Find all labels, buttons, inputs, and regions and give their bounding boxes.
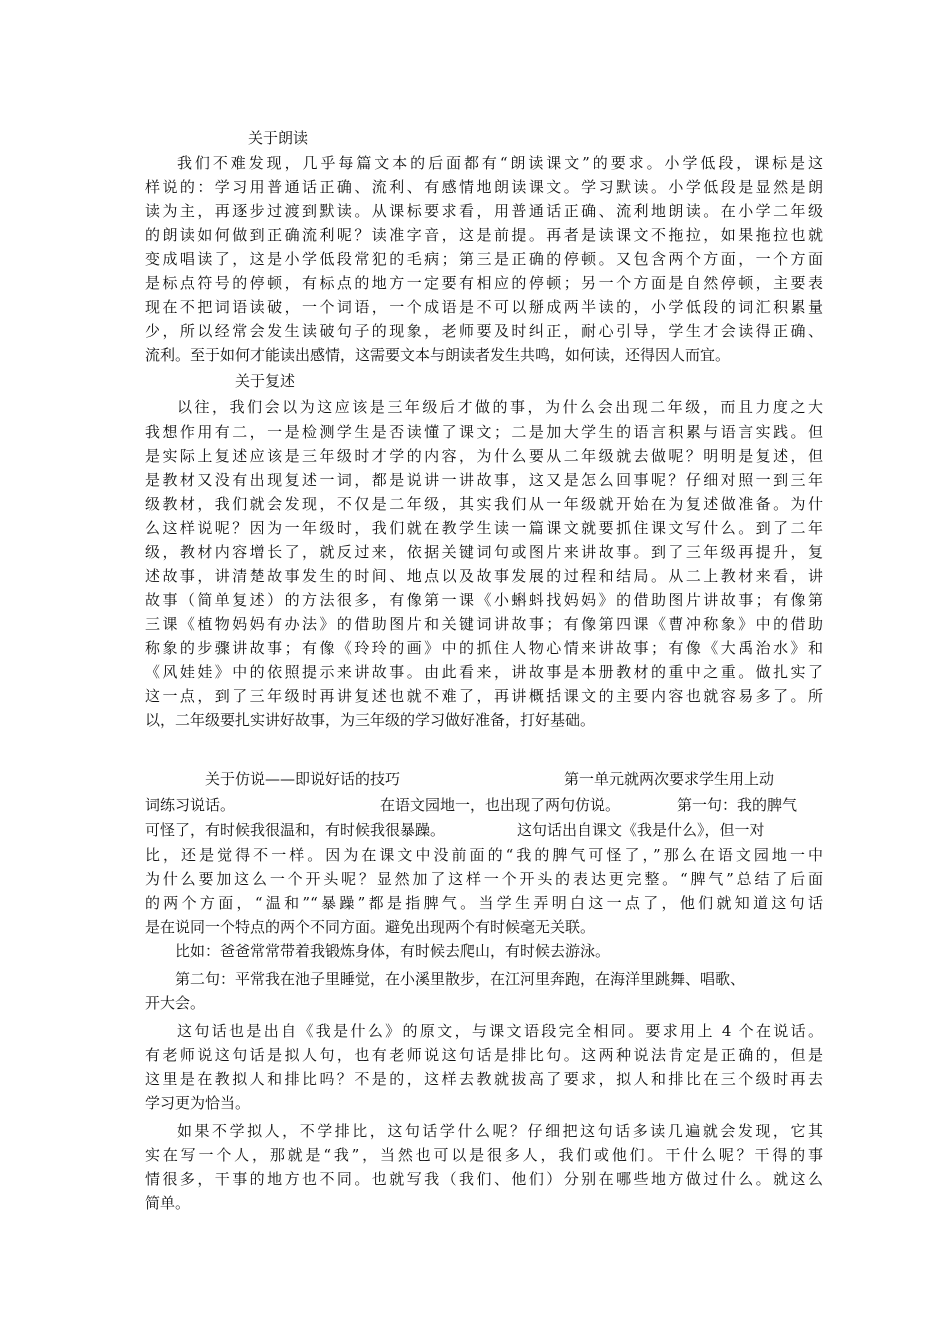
paragraph-line: 学习更为恰当。	[145, 1094, 251, 1112]
paragraph-line: 以，二年级要扎实讲好故事，为三年级的学习做好准备，打好基础。	[145, 711, 596, 729]
paragraph-line: 这里是在教拟人和排比吗？不是的，这样去教就拔高了要求，拟人和排比在三个级时再去	[145, 1070, 823, 1088]
paragraph-line: 故事（简单复述）的方法很多，有像第一课《小蝌蚪找妈妈》的借助图片讲故事；有像第	[145, 591, 823, 609]
paragraph-line: 比，还是觉得不一样。因为在课文中没前面的“我的脾气可怪了，”那么在语文园地一中	[145, 846, 823, 864]
paragraph-line: 我们不难发现，几乎每篇文本的后面都有“朗读课文”的要求。小学低段，课标是这	[177, 154, 823, 172]
paragraph-line: 开大会。	[145, 994, 206, 1012]
paragraph-line: 简单。	[145, 1194, 191, 1212]
paragraph-line: 是在说同一个特点的两个不同方面。避免出现两个有时候毫无关联。	[145, 918, 596, 936]
paragraph-line: 是教材又没有出现复述一词，都是说讲一讲故事，这又是怎么回事呢？仔细对照一到三年	[145, 471, 823, 489]
paragraph-line: 是实际上复述应该是三年级时才学的内容，为什么要从二年级就去做呢？明明是复述，但	[145, 447, 823, 465]
section-heading-retelling: 关于复述	[235, 372, 296, 390]
paragraph-line: 第二句：平常我在池子里睡觉，在小溪里散步，在江河里奔跑，在海洋里跳舞、唱歌、	[175, 970, 746, 988]
paragraph-line: 的朗读如何做到正确流利呢？读准字音，这是前提。再者是读课文不拖拉，如果拖拉也就	[145, 226, 823, 244]
paragraph-line: 词练习说话。	[145, 796, 236, 814]
paragraph-line: 的两个方面，“温和”“暴躁”都是指脾气。当学生弄明白这一点了，他们就知道这句话	[145, 894, 823, 912]
paragraph-line: 实在写一个人，那就是“我”，当然也可以是很多人，我们或他们。干什么呢？干得的事	[145, 1146, 823, 1164]
paragraph-line: 第一句：我的脾气	[677, 796, 798, 814]
paragraph-line: 这一点，到了三年级时再讲复述也就不难了，再讲概括课文的主要内容也就容易多了。所	[145, 687, 823, 705]
paragraph-line: 么这样说呢？因为一年级时，我们就在教学生读一篇课文就要抓住课文写什么。到了二年	[145, 519, 823, 537]
paragraph-line: 比如：爸爸常常带着我锻炼身体，有时候去爬山，有时候去游泳。	[175, 942, 611, 960]
paragraph-line: 称象的步骤讲故事；有像《玲玲的画》中的抓住人物心情来讲故事；有像《大禹治水》和	[145, 639, 823, 657]
paragraph-line: 现在不把词语读破，一个词语，一个成语是不可以掰成两半读的，小学低段的词汇积累量	[145, 298, 823, 316]
paragraph-line: 可怪了，有时候我很温和，有时候我很暴躁。	[145, 821, 446, 839]
paragraph-line: 以往，我们会以为这应该是三年级后才做的事，为什么会出现二年级，而且力度之大	[177, 398, 823, 416]
paragraph-line: 级，教材内容增长了，就反过来，依据关键词句或图片来讲故事。到了三年级再提升，复	[145, 543, 823, 561]
paragraph-line: 级教材，我们就会发现，不仅是二年级，其实我们从一年级就开始在为复述做准备。为什	[145, 495, 823, 513]
paragraph-line: 《风娃娃》中的依照提示来讲故事。由此看来，讲故事是本册教材的重中之重。做扎实了	[145, 663, 823, 681]
paragraph-line: 在语文园地一，也出现了两句仿说。	[380, 796, 621, 814]
paragraph-line: 为什么要加这么一个开头呢？显然加了这样一个开头的表达更完整。“脾气”总结了后面	[145, 870, 823, 888]
paragraph-line: 情很多，干事的地方也不同。也就写我（我们、他们）分别在哪些地方做过什么。就这么	[145, 1170, 823, 1188]
paragraph-line: 三课《植物妈妈有办法》的借助图片和关键词讲故事；有像第四课《曹冲称象》中的借助	[145, 615, 823, 633]
paragraph-line: 第一单元就两次要求学生用上动	[564, 770, 775, 788]
section-heading-imitation: 关于仿说——即说好话的技巧	[205, 770, 401, 788]
paragraph-line: 这句话也是出自《我是什么》的原文，与课文语段完全相同。要求用上 4 个在说话。	[177, 1022, 823, 1040]
paragraph-line: 流利。至于如何才能读出感情，这需要文本与朗读者发生共鸣，如何读，还得因人而宜。	[145, 346, 731, 364]
paragraph-line: 样说的：学习用普通话正确、流利、有感情地朗读课文。学习默读。小学低段是显然是朗	[145, 178, 823, 196]
section-heading-reading: 关于朗读	[248, 129, 309, 147]
paragraph-line: 是标点符号的停顿，有标点的地方一定要有相应的停顿；另一个方面是自然停顿，主要表	[145, 274, 823, 292]
paragraph-line: 我想作用有二，一是检测学生是否读懂了课文；二是加大学生的语言积累与语言实践。但	[145, 423, 823, 441]
paragraph-line: 有老师说这句话是拟人句，也有老师说这句话是排比句。这两种说法肯定是正确的，但是	[145, 1046, 823, 1064]
paragraph-line: 述故事，讲清楚故事发生的时间、地点以及故事发展的过程和结局。从二上教材来看，讲	[145, 567, 823, 585]
paragraph-line: 变成唱读了，这是小学低段常犯的毛病；第三是正确的停顿。又包含两个方面，一个方面	[145, 250, 823, 268]
paragraph-line: 少，所以经常会发生读破句子的现象，老师要及时纠正，耐心引导，学生才会读得正确、	[145, 322, 823, 340]
paragraph-line: 读为主，再逐步过渡到默读。从课标要求看，用普通话正确、流利地朗读。在小学二年级	[145, 202, 823, 220]
paragraph-line: 这句话出自课文《我是什么》，但一对	[517, 821, 765, 839]
paragraph-line: 如果不学拟人，不学排比，这句话学什么呢？仔细把这句话多读几遍就会发现，它其	[177, 1122, 823, 1140]
